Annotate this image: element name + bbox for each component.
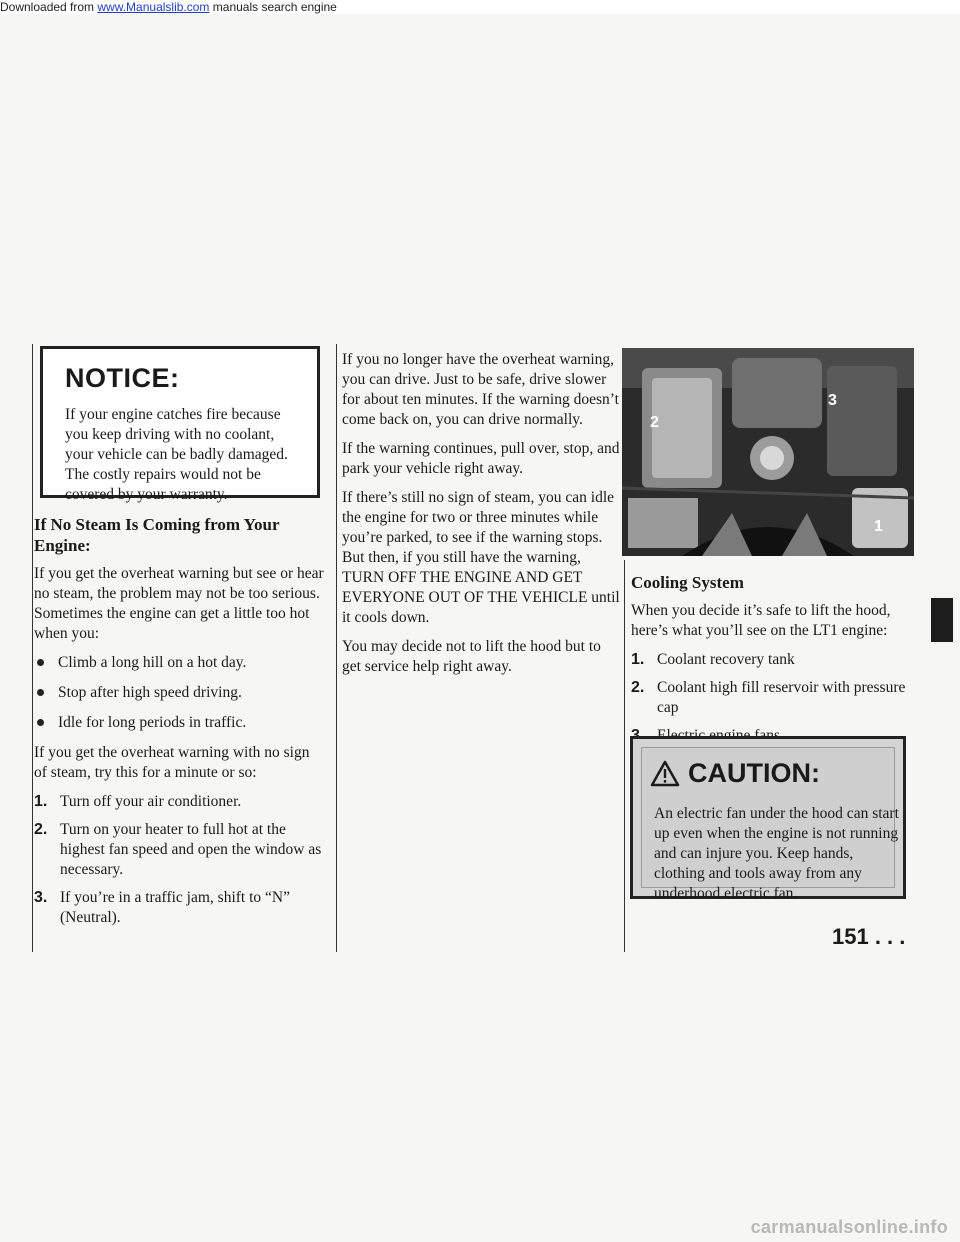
list-item <box>34 653 326 673</box>
bullet-dot-icon <box>37 719 44 726</box>
watermark: carmanualsonline.info <box>750 1217 948 1237</box>
list-item <box>34 820 326 880</box>
photo-callout-1: 1 <box>874 518 883 535</box>
photo-callout-3: 3 <box>828 392 837 409</box>
step-text: Turn on your heater to full hot at the highest fan speed and open the window as necessary. <box>60 821 322 878</box>
step-number: 2. <box>34 821 48 838</box>
column-rule-right <box>624 560 625 952</box>
no-steam-heading: If No Steam Is Coming from Your Engine: <box>34 515 280 555</box>
bullet-text: Stop after high speed driving. <box>58 684 242 701</box>
caution-panel <box>641 747 899 902</box>
column-rule-middle <box>336 344 337 952</box>
notice-text: If your engine catches fire because you keep driving with no coolant, your vehicle can be badly damaged. The costly repairs would not be covered by your warranty. <box>65 406 288 503</box>
bullet-dot-icon <box>37 689 44 696</box>
warning-triangle-icon <box>650 760 680 787</box>
cooling-system-intro: When you decide it’s safe to lift the hood, here’s what you’ll see on the LT1 engine: <box>631 602 891 639</box>
banner-prefix: Downloaded from <box>0 0 98 14</box>
photo-callout-2: 2 <box>650 414 659 431</box>
step-number: 1. <box>34 793 48 810</box>
caution-text: An electric fan under the hood can start up even when the engine is not running and can injure you. Keep hands, clothing and tools away from any underhood electric fan. <box>654 805 899 902</box>
list-item <box>34 683 326 703</box>
engine-illustration <box>622 348 914 556</box>
banner-suffix: manuals search engine <box>209 0 337 14</box>
column-right <box>631 572 915 754</box>
list-item <box>34 713 326 733</box>
cooling-system-heading: Cooling System <box>631 573 744 592</box>
list-item <box>34 792 326 812</box>
item-number: 1. <box>631 651 645 668</box>
item-number: 2. <box>631 679 645 696</box>
paragraph: If you no longer have the overheat warning, you can drive. Just to be safe, drive slower for about ten minutes. If the warning doesn’t come back on, you can drive normally. <box>342 351 619 428</box>
notice-box <box>40 346 320 503</box>
step-number: 3. <box>34 889 48 906</box>
download-banner <box>0 0 960 14</box>
item-text: Coolant recovery tank <box>657 651 795 668</box>
cooling-components-list <box>631 650 915 746</box>
paragraph: You may decide not to lift the hood but to get service help right away. <box>342 638 601 675</box>
engine-photo <box>622 348 914 556</box>
bullet-dot-icon <box>37 659 44 666</box>
list-item <box>631 650 915 670</box>
paragraph: If the warning continues, pull over, stop, and park your vehicle right away. <box>342 440 620 477</box>
column-rule-left <box>32 344 33 952</box>
caution-heading <box>650 758 820 789</box>
notice-title: NOTICE: <box>65 363 180 393</box>
caution-box <box>630 736 906 902</box>
bullet-text: Idle for long periods in traffic. <box>58 714 247 731</box>
bullet-text: Climb a long hill on a hot day. <box>58 654 247 671</box>
manualslib-link[interactable]: www.Manualslib.com <box>97 0 210 14</box>
step-text: If you’re in a traffic jam, shift to “N” (Neutral). <box>60 889 290 926</box>
hot-conditions-list <box>34 653 326 733</box>
section-tab-marker <box>931 598 953 642</box>
list-item <box>631 678 915 718</box>
steps-intro: If you get the overheat warning with no sign of steam, try this for a minute or so: <box>34 744 310 781</box>
item-text: Coolant high fill reservoir with pressure cap <box>657 679 906 716</box>
caution-title: CAUTION: <box>688 758 820 788</box>
page-number: 151 . . . <box>832 924 906 949</box>
paragraph: If there’s still no sign of steam, you can idle the engine for two or three minutes while you’re parked, to see if the warning stops. But then, if you still have the warning, TURN OFF THE ENGINE AND GET EVERYONE OUT OF THE VEHICLE until it cools down. <box>342 489 620 626</box>
column-left <box>34 514 326 936</box>
list-item <box>34 888 326 928</box>
step-text: Turn off your air conditioner. <box>60 793 242 810</box>
overheat-steps <box>34 792 326 928</box>
column-middle <box>342 350 620 686</box>
no-steam-intro: If you get the overheat warning but see or hear no steam, the problem may not be too serious. Sometimes the engine can get a little too hot when you: <box>34 565 324 642</box>
